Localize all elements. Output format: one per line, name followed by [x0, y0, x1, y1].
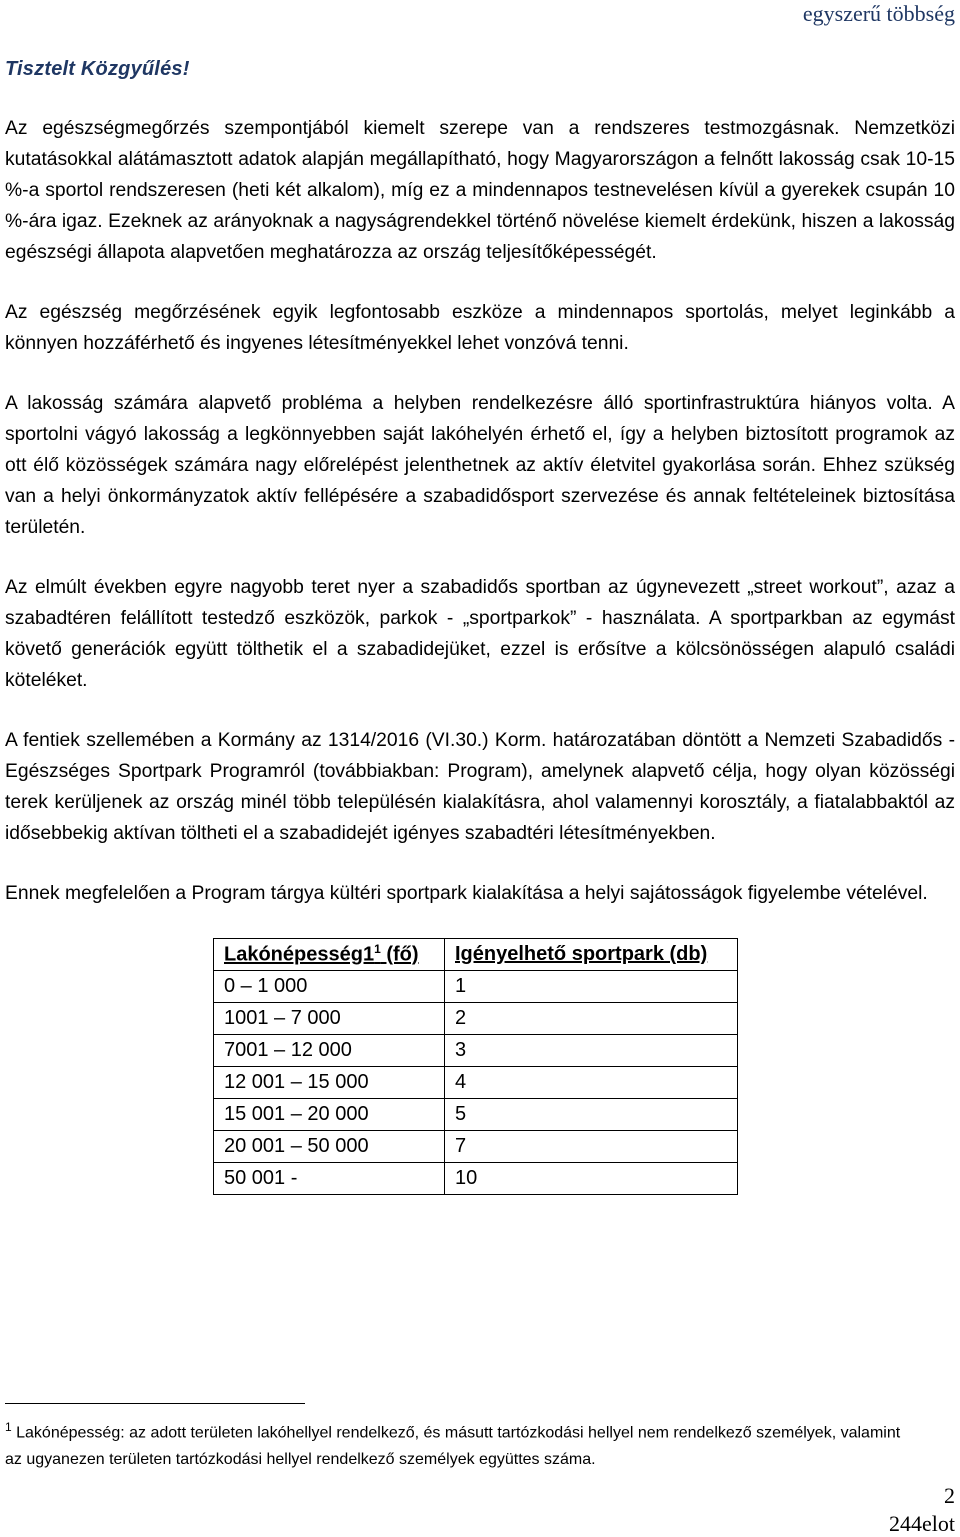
- cell-count: 10: [445, 1163, 738, 1195]
- cell-population: 50 001 -: [214, 1163, 445, 1195]
- paragraph-5: A fentiek szellemében a Kormány az 1314/2016 (VI.30.) Korm. határozatában döntött a Nemzeti Szabadidős - Egészséges Sportpark Programról (továbbiakban: Program), amelynek alapvető célja, hogy olyan közösségi terek kerüljenek az ország minél több településén kialakításra, ahol valamennyi korosztály, a fiatalabbaktól az idősebbekig aktívan töltheti el a szabadidejét igényes szabadtéri létesítményekben.: [5, 730, 955, 844]
- cell-count: 4: [445, 1067, 738, 1099]
- footnote-separator: [5, 1403, 305, 1404]
- document-body: [5, 113, 955, 1195]
- paragraph-2: Az egészség megőrzésének egyik legfontosabb eszköze a mindennapos sportolás, melyet leginkább a könnyen hozzáférhető és ingyenes létesítményekkel lehet vonzóvá tenni.: [5, 302, 955, 354]
- document-classification-label: egyszerű többség: [802, 1, 955, 26]
- sportpark-table-wrapper: [213, 938, 955, 1195]
- table-row: [214, 1035, 738, 1067]
- cell-population: 15 001 – 20 000: [214, 1099, 445, 1131]
- paragraph-6: Ennek megfelelően a Program tárgya kültéri sportpark kialakítása a helyi sajátosságok figyelembe vételével.: [5, 883, 928, 904]
- cell-count: 2: [445, 1003, 738, 1035]
- header-population: [214, 939, 445, 971]
- header-population-label: Lakónépesség1: [224, 943, 375, 966]
- cell-population: 12 001 – 15 000: [214, 1067, 445, 1099]
- footnote-text: Lakónépesség: az adott területen lakóhellyel rendelkező, és másutt tartózkodási hellyel nem rendelkező személyek, valamint az ugyanezen területen tartózkodási hellyel rendelkező személyek együttes száma.: [5, 1424, 901, 1469]
- cell-population: 7001 – 12 000: [214, 1035, 445, 1067]
- paragraph-4: Az elmúlt években egyre nagyobb teret nyer a szabadidős sportban az úgynevezett „street workout”, azaz a szabadtéren felállított testedző eszközök, parkok - „sportparkok” - használata. A sportparkban az egymást követő generációk együtt tölthetik el a szabadidejüket, ezzel is erősítve a kölcsönösségen alapuló családi köteléket.: [5, 577, 955, 691]
- cell-population: 1001 – 7 000: [214, 1003, 445, 1035]
- sportpark-allocation-table: [213, 938, 738, 1195]
- table-row: [214, 1131, 738, 1163]
- header-sportpark-count: Igényelhető sportpark (db): [445, 939, 738, 971]
- salutation: Tisztelt Közgyűlés!: [5, 58, 190, 80]
- footnote-marker: 1: [5, 1420, 12, 1434]
- page-number: 2: [944, 1483, 955, 1508]
- document-code: 244elot: [889, 1511, 955, 1536]
- header-population-unit: (fő): [380, 943, 419, 966]
- table-row: [214, 1163, 738, 1195]
- cell-count: 1: [445, 971, 738, 1003]
- cell-count: 5: [445, 1099, 738, 1131]
- cell-population: 20 001 – 50 000: [214, 1131, 445, 1163]
- paragraph-3: A lakosság számára alapvető probléma a helyben rendelkezésre álló sportinfrastruktúra hiányos volta. A sportolni vágyó lakosság a legkönnyebben saját lakóhelyén érhető el, így a helyben biztosított programok az ott élő közösségek számára nagy előrelépést jelenthetnek az aktív életvitel gyakorlása során. Ehhez szükség van a helyi önkormányzatok aktív fellépésére a szabadidősport szervezése és annak feltételeinek biztosítása területén.: [5, 393, 955, 538]
- table-header-row: [214, 939, 738, 971]
- table-row: [214, 971, 738, 1003]
- paragraph-1: Az egészségmegőrzés szempontjából kiemelt szerepe van a rendszeres testmozgásnak. Nemzetközi kutatásokkal alátámasztott adatok alapján megállapítható, hogy Magyarországon a felnőtt lakosság csak 10-15 %-a sportol rendszeresen (heti két alkalom), míg ez a mindennapos testnevelésen kívül a gyerekek csupán 10 %-ára igaz. Ezeknek az arányoknak a nagyságrendekkel történő növelése kiemelt érdekünk, hiszen a lakosság egészségi állapota alapvetően meghatározza az ország teljesítőképességét.: [5, 118, 955, 263]
- footnote: [5, 1414, 905, 1473]
- table-row: [214, 1067, 738, 1099]
- footnote-ref: 1: [374, 942, 381, 957]
- table-row: [214, 1099, 738, 1131]
- cell-count: 3: [445, 1035, 738, 1067]
- cell-count: 7: [445, 1131, 738, 1163]
- table-row: [214, 1003, 738, 1035]
- cell-population: 0 – 1 000: [214, 971, 445, 1003]
